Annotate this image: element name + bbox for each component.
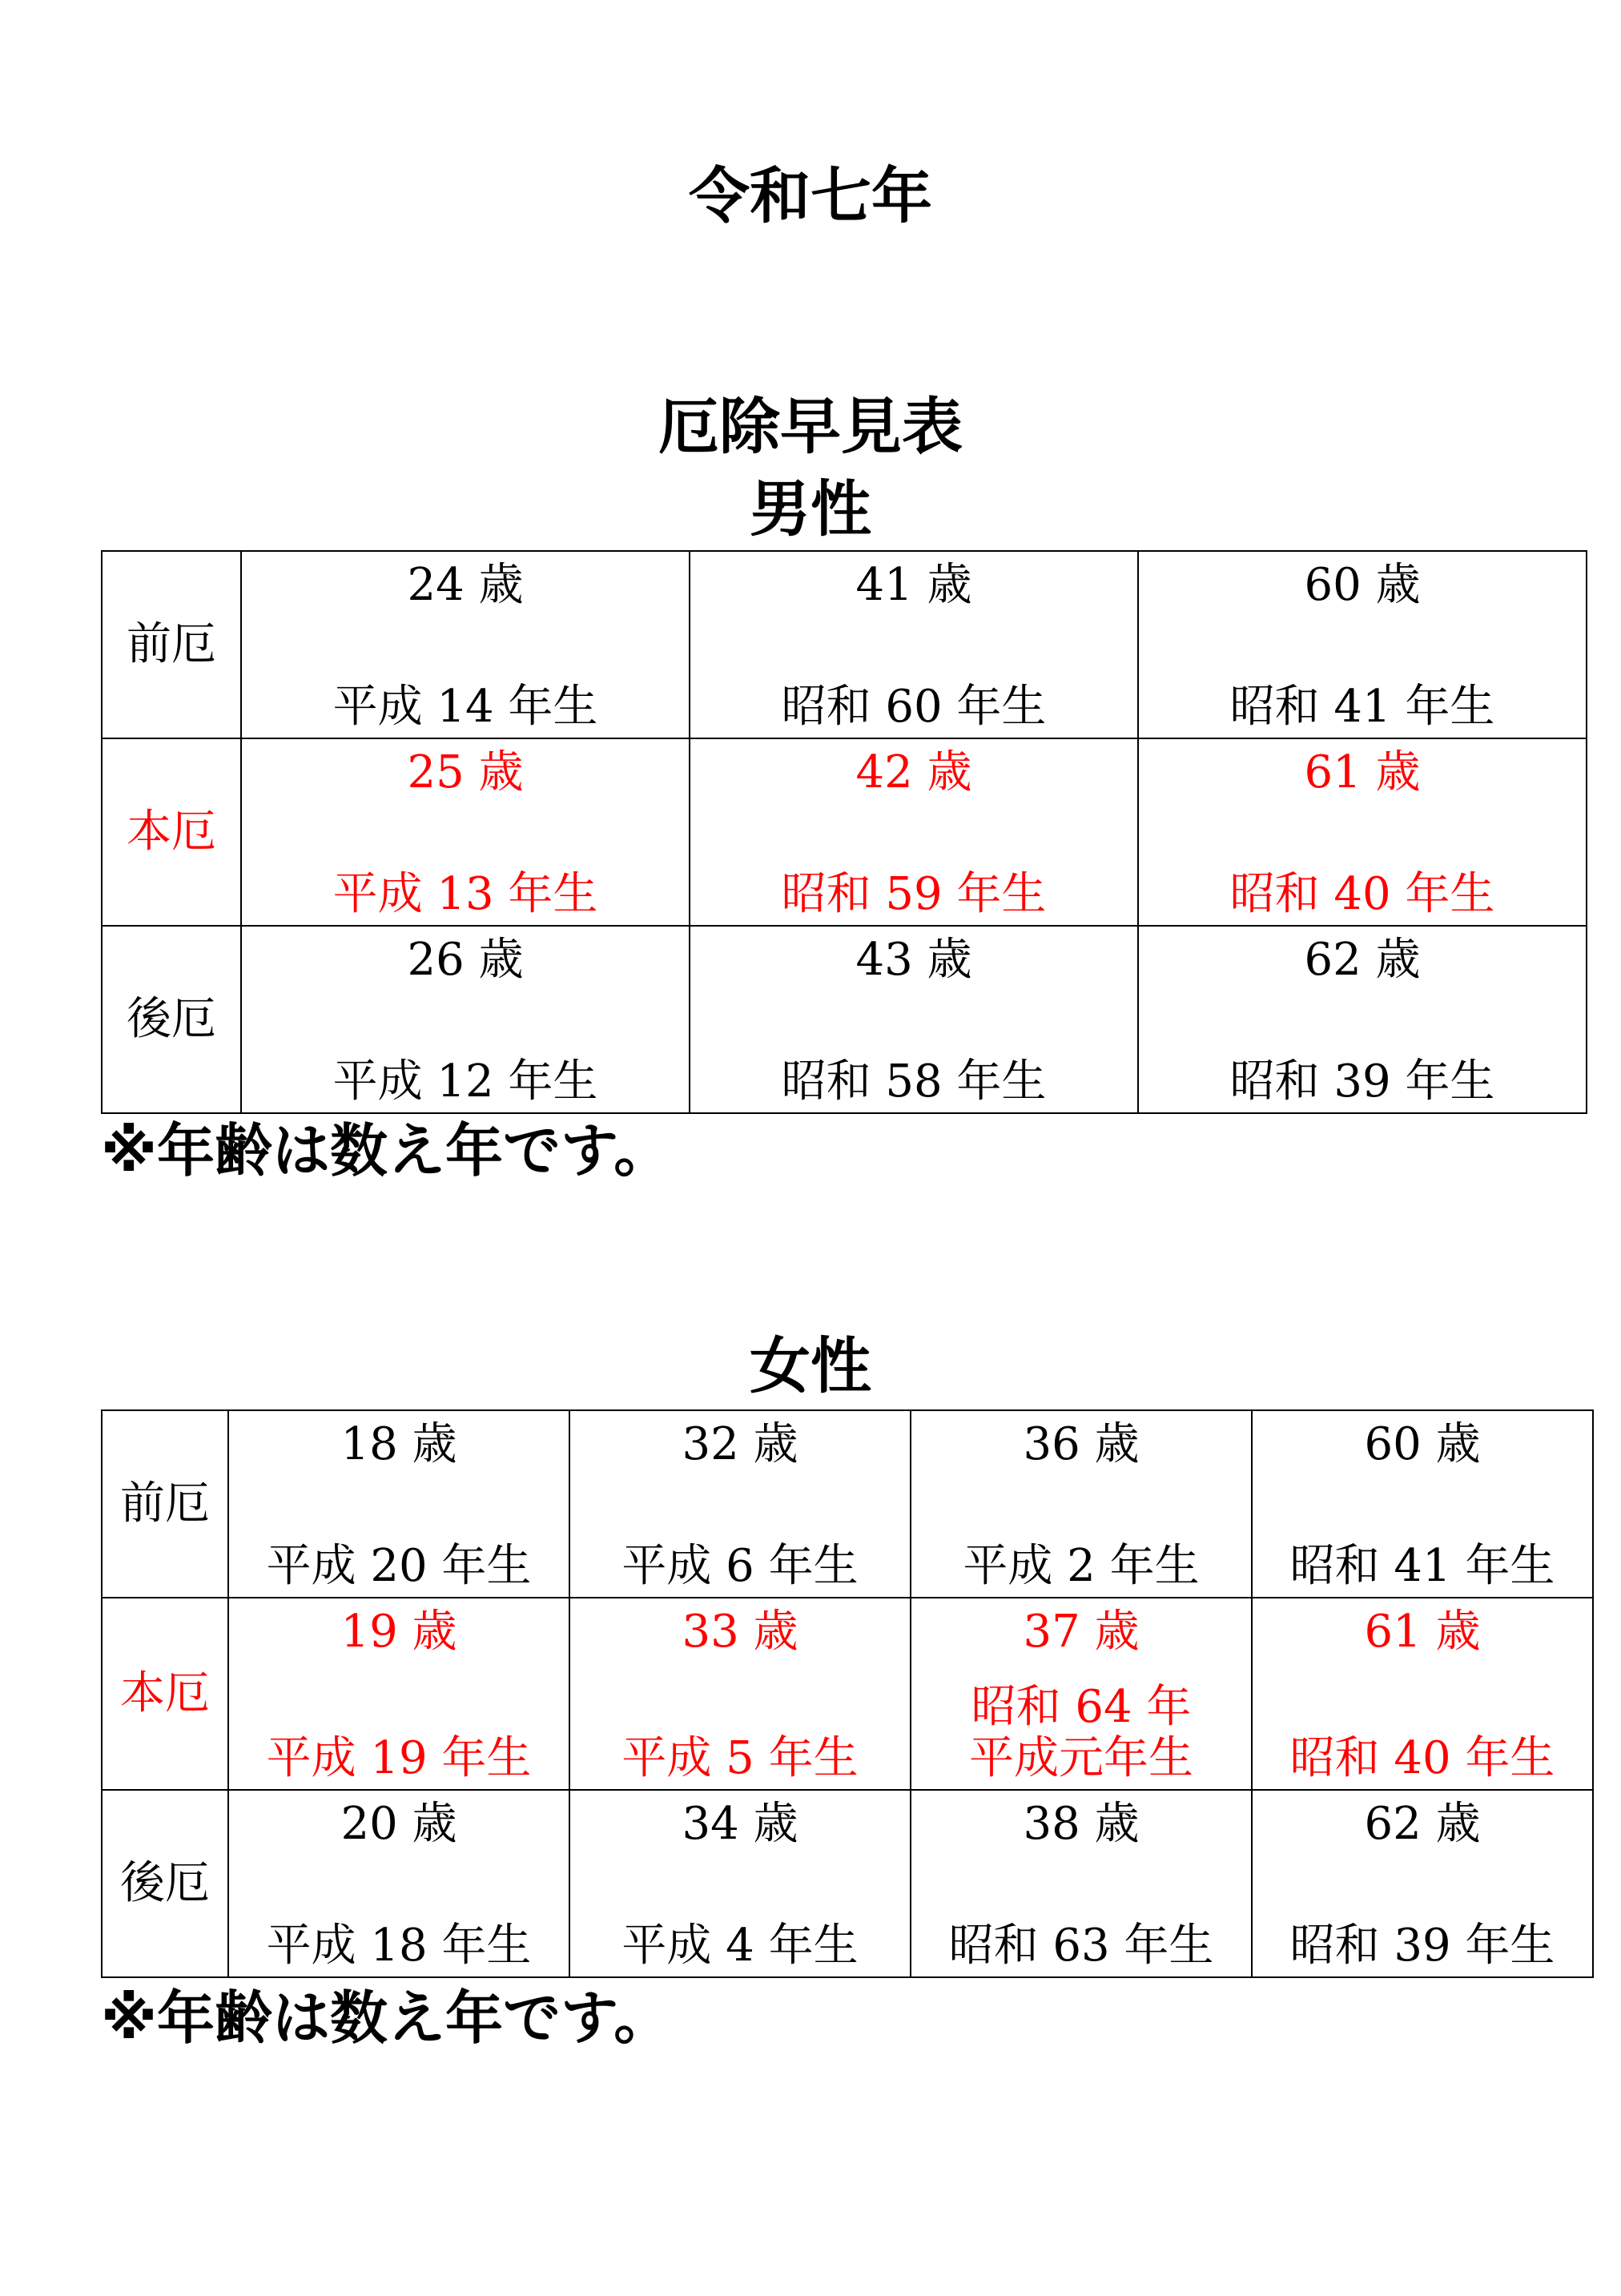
age-value: 61 歳 (1364, 1606, 1481, 1658)
birth-year: 昭和 59 年生 (781, 868, 1047, 920)
age-value: 41 歳 (855, 559, 972, 611)
men-row-atoyaku (102, 926, 1587, 1113)
table-cell (228, 1598, 569, 1790)
men-note: ※年齢は数え年です。 (101, 1117, 672, 1184)
birth-year: 昭和 64 年 平成元年生 (969, 1681, 1193, 1784)
birth-year: 昭和 41 年生 (1229, 681, 1495, 733)
table-cell (228, 1790, 569, 1977)
page-title: 厄除早見表 (658, 391, 963, 462)
age-value: 19 歳 (340, 1606, 457, 1658)
women-row-label-atoyaku (102, 1790, 228, 1977)
men-heading: 男性 (750, 473, 871, 545)
table-cell (690, 738, 1138, 926)
birth-year: 平成 18 年生 (266, 1920, 532, 1972)
birth-year: 昭和 41 年生 (1289, 1540, 1555, 1592)
men-row-label-honyaku (102, 738, 241, 926)
row-label: 後厄 (120, 1857, 210, 1909)
table-cell (569, 1598, 911, 1790)
men-row-label-maeyaku (102, 551, 241, 738)
birth-year: 平成 20 年生 (266, 1540, 532, 1592)
age-value: 26 歳 (407, 934, 524, 986)
age-value: 32 歳 (682, 1418, 798, 1470)
row-label: 本厄 (127, 806, 216, 858)
women-table (101, 1409, 1594, 1978)
birth-year: 平成 4 年生 (621, 1920, 859, 1972)
row-label: 前厄 (127, 618, 216, 670)
women-row-honyaku (102, 1598, 1593, 1790)
age-value: 61 歳 (1304, 746, 1421, 798)
table-cell (569, 1410, 911, 1598)
birth-year: 昭和 39 年生 (1229, 1056, 1495, 1108)
table-cell (1252, 1410, 1593, 1598)
table-cell (241, 738, 690, 926)
birth-year: 平成 12 年生 (332, 1056, 598, 1108)
birth-year: 平成 6 年生 (621, 1540, 859, 1592)
age-value: 33 歳 (682, 1606, 798, 1658)
age-value: 62 歳 (1304, 934, 1421, 986)
table-cell (241, 926, 690, 1113)
table-cell (911, 1790, 1252, 1977)
women-row-label-honyaku (102, 1598, 228, 1790)
age-value: 43 歳 (855, 934, 972, 986)
age-value: 37 歳 (1023, 1606, 1140, 1658)
age-value: 25 歳 (407, 746, 524, 798)
row-label: 前厄 (120, 1478, 210, 1530)
row-label: 後厄 (127, 993, 216, 1045)
birth-year: 平成 13 年生 (332, 868, 598, 920)
age-value: 24 歳 (407, 559, 524, 611)
era-title: 令和七年 (689, 160, 932, 231)
row-label: 本厄 (120, 1667, 210, 1719)
table-cell (1252, 1598, 1593, 1790)
table-cell (911, 1598, 1252, 1790)
birth-year: 昭和 63 年生 (948, 1920, 1214, 1972)
women-row-label-maeyaku (102, 1410, 228, 1598)
age-value: 62 歳 (1364, 1798, 1481, 1850)
birth-year: 昭和 40 年生 (1289, 1732, 1555, 1784)
women-note: ※年齢は数え年です。 (101, 1984, 672, 2052)
men-row-honyaku (102, 738, 1587, 926)
birth-year: 昭和 40 年生 (1229, 868, 1495, 920)
age-value: 60 歳 (1364, 1418, 1481, 1470)
age-value: 20 歳 (340, 1798, 457, 1850)
table-cell (1138, 738, 1587, 926)
men-row-maeyaku (102, 551, 1587, 738)
birth-year: 平成 5 年生 (621, 1732, 859, 1784)
women-row-maeyaku (102, 1410, 1593, 1598)
age-value: 36 歳 (1023, 1418, 1140, 1470)
table-cell (690, 551, 1138, 738)
table-cell (911, 1410, 1252, 1598)
birth-year: 平成 14 年生 (332, 681, 598, 733)
women-heading: 女性 (750, 1330, 871, 1401)
age-value: 38 歳 (1023, 1798, 1140, 1850)
table-cell (690, 926, 1138, 1113)
men-table (101, 550, 1587, 1114)
age-value: 60 歳 (1304, 559, 1421, 611)
birth-year: 昭和 39 年生 (1289, 1920, 1555, 1972)
birth-year: 昭和 58 年生 (781, 1056, 1047, 1108)
women-row-atoyaku (102, 1790, 1593, 1977)
age-value: 34 歳 (682, 1798, 798, 1850)
age-value: 42 歳 (855, 746, 972, 798)
table-cell (1138, 551, 1587, 738)
table-cell (569, 1790, 911, 1977)
age-value: 18 歳 (340, 1418, 457, 1470)
table-cell (1252, 1790, 1593, 1977)
birth-year: 平成 2 年生 (963, 1540, 1200, 1592)
table-cell (228, 1410, 569, 1598)
table-cell (241, 551, 690, 738)
men-row-label-atoyaku (102, 926, 241, 1113)
table-cell (1138, 926, 1587, 1113)
birth-year: 平成 19 年生 (266, 1732, 532, 1784)
birth-year: 昭和 60 年生 (781, 681, 1047, 733)
